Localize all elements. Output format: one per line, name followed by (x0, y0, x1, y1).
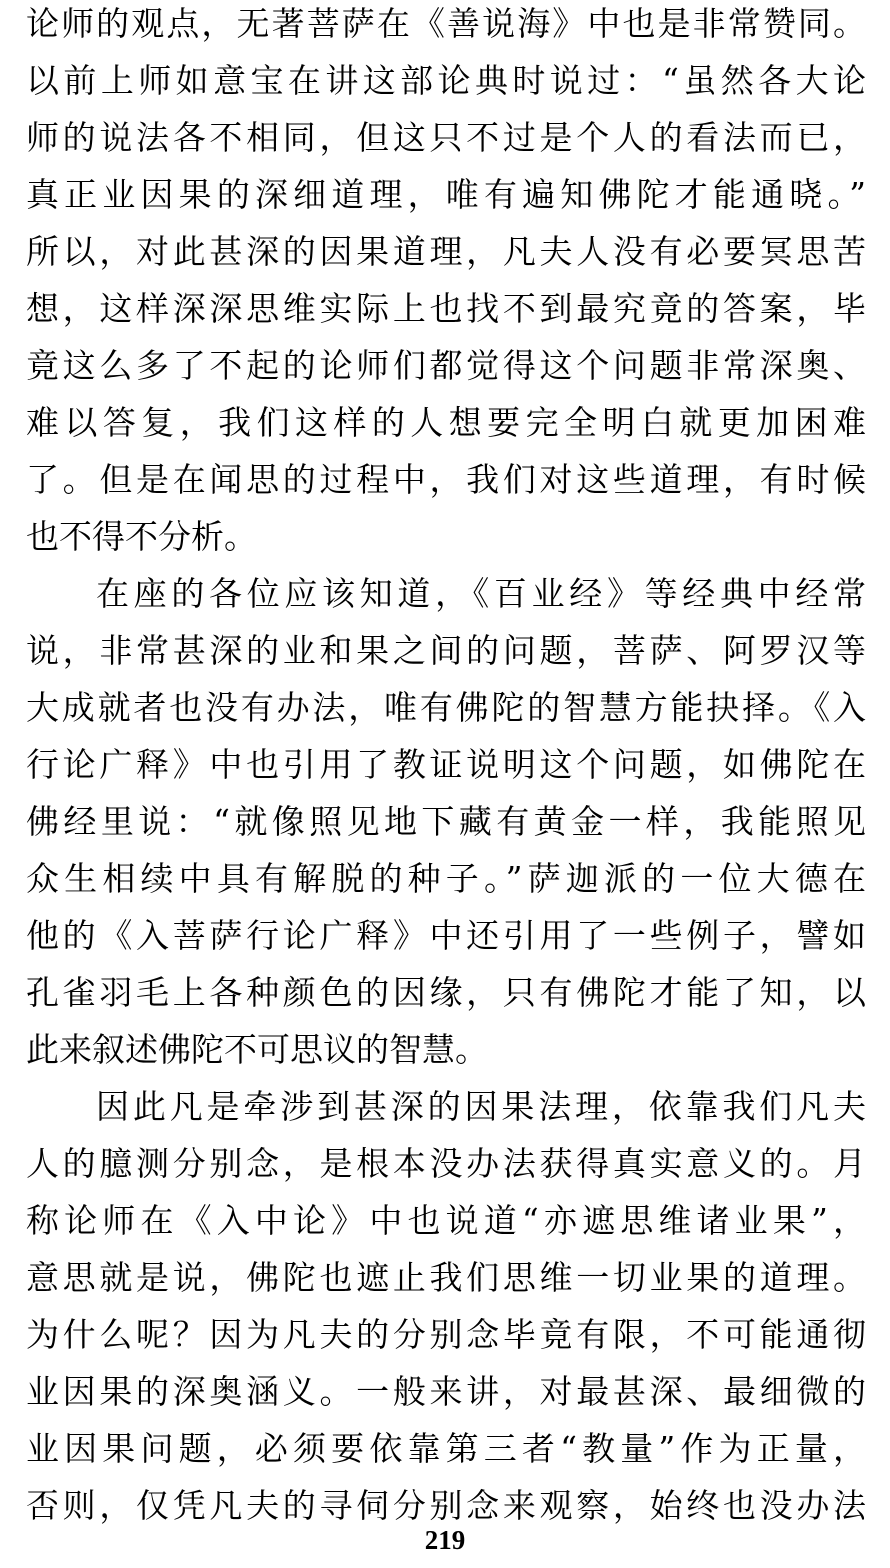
text-line: 意思就是说，佛陀也遮止我们思维一切业果的道理。 (26, 1258, 866, 1297)
text-line: 了。但是在闻思的过程中，我们对这些道理，有时候 (26, 460, 866, 499)
text-line: 竟这么多了不起的论师们都觉得这个问题非常深奥、 (26, 346, 866, 385)
text-line: 此来叙述佛陀不可思议的智慧。 (26, 1030, 488, 1069)
text-line: 师的说法各不相同，但这只不过是个人的看法而已， (26, 118, 866, 157)
text-line: 业因果问题，必须要依靠第三者“教量”作为正量， (26, 1429, 866, 1468)
paragraph-first-line: 因此凡是牵涉到甚深的因果法理，依靠我们凡夫 (96, 1087, 866, 1126)
text-line: 以前上师如意宝在讲这部论典时说过：“虽然各大论 (26, 61, 866, 100)
page-number: 219 (424, 1525, 466, 1555)
text-line: 所以，对此甚深的因果道理，凡夫人没有必要冥思苦 (26, 232, 866, 271)
text-line: 真正业因果的深细道理，唯有遍知佛陀才能通晓。” (26, 175, 866, 214)
text-line: 佛经里说：“就像照见地下藏有黄金一样，我能照见 (26, 802, 866, 841)
text-line: 为什么呢？因为凡夫的分别念毕竟有限，不可能通彻 (26, 1315, 866, 1354)
text-line: 行论广释》中也引用了教证说明这个问题，如佛陀在 (26, 745, 866, 784)
text-line: 业因果的深奥涵义。一般来讲，对最甚深、最细微的 (26, 1372, 866, 1411)
text-line: 说，非常甚深的业和果之间的问题，菩萨、阿罗汉等 (26, 631, 866, 670)
text-line: 大成就者也没有办法，唯有佛陀的智慧方能抉择。《入 (26, 688, 866, 727)
text-line: 众生相续中具有解脱的种子。”萨迦派的一位大德在 (26, 859, 866, 898)
paragraph-first-line: 在座的各位应该知道，《百业经》等经典中经常 (96, 574, 866, 613)
text-line: 人的臆测分别念，是根本没办法获得真实意义的。月 (26, 1144, 866, 1183)
text-line: 难以答复，我们这样的人想要完全明白就更加困难 (26, 403, 866, 442)
text-line: 否则，仅凭凡夫的寻伺分别念来观察，始终也没办法 (26, 1486, 866, 1525)
text-line: 论师的观点，无著菩萨在《善说海》中也是非常赞同。 (26, 4, 866, 43)
page-body (26, 0, 866, 1568)
text-line: 孔雀羽毛上各种颜色的因缘，只有佛陀才能了知，以 (26, 973, 866, 1012)
text-line: 称论师在《入中论》中也说道“亦遮思维诸业果”， (26, 1201, 866, 1240)
text-line: 也不得不分析。 (26, 517, 257, 556)
text-line: 他的《入菩萨行论广释》中还引用了一些例子，譬如 (26, 916, 866, 955)
text-line: 想，这样深深思维实际上也找不到最究竟的答案，毕 (26, 289, 866, 328)
